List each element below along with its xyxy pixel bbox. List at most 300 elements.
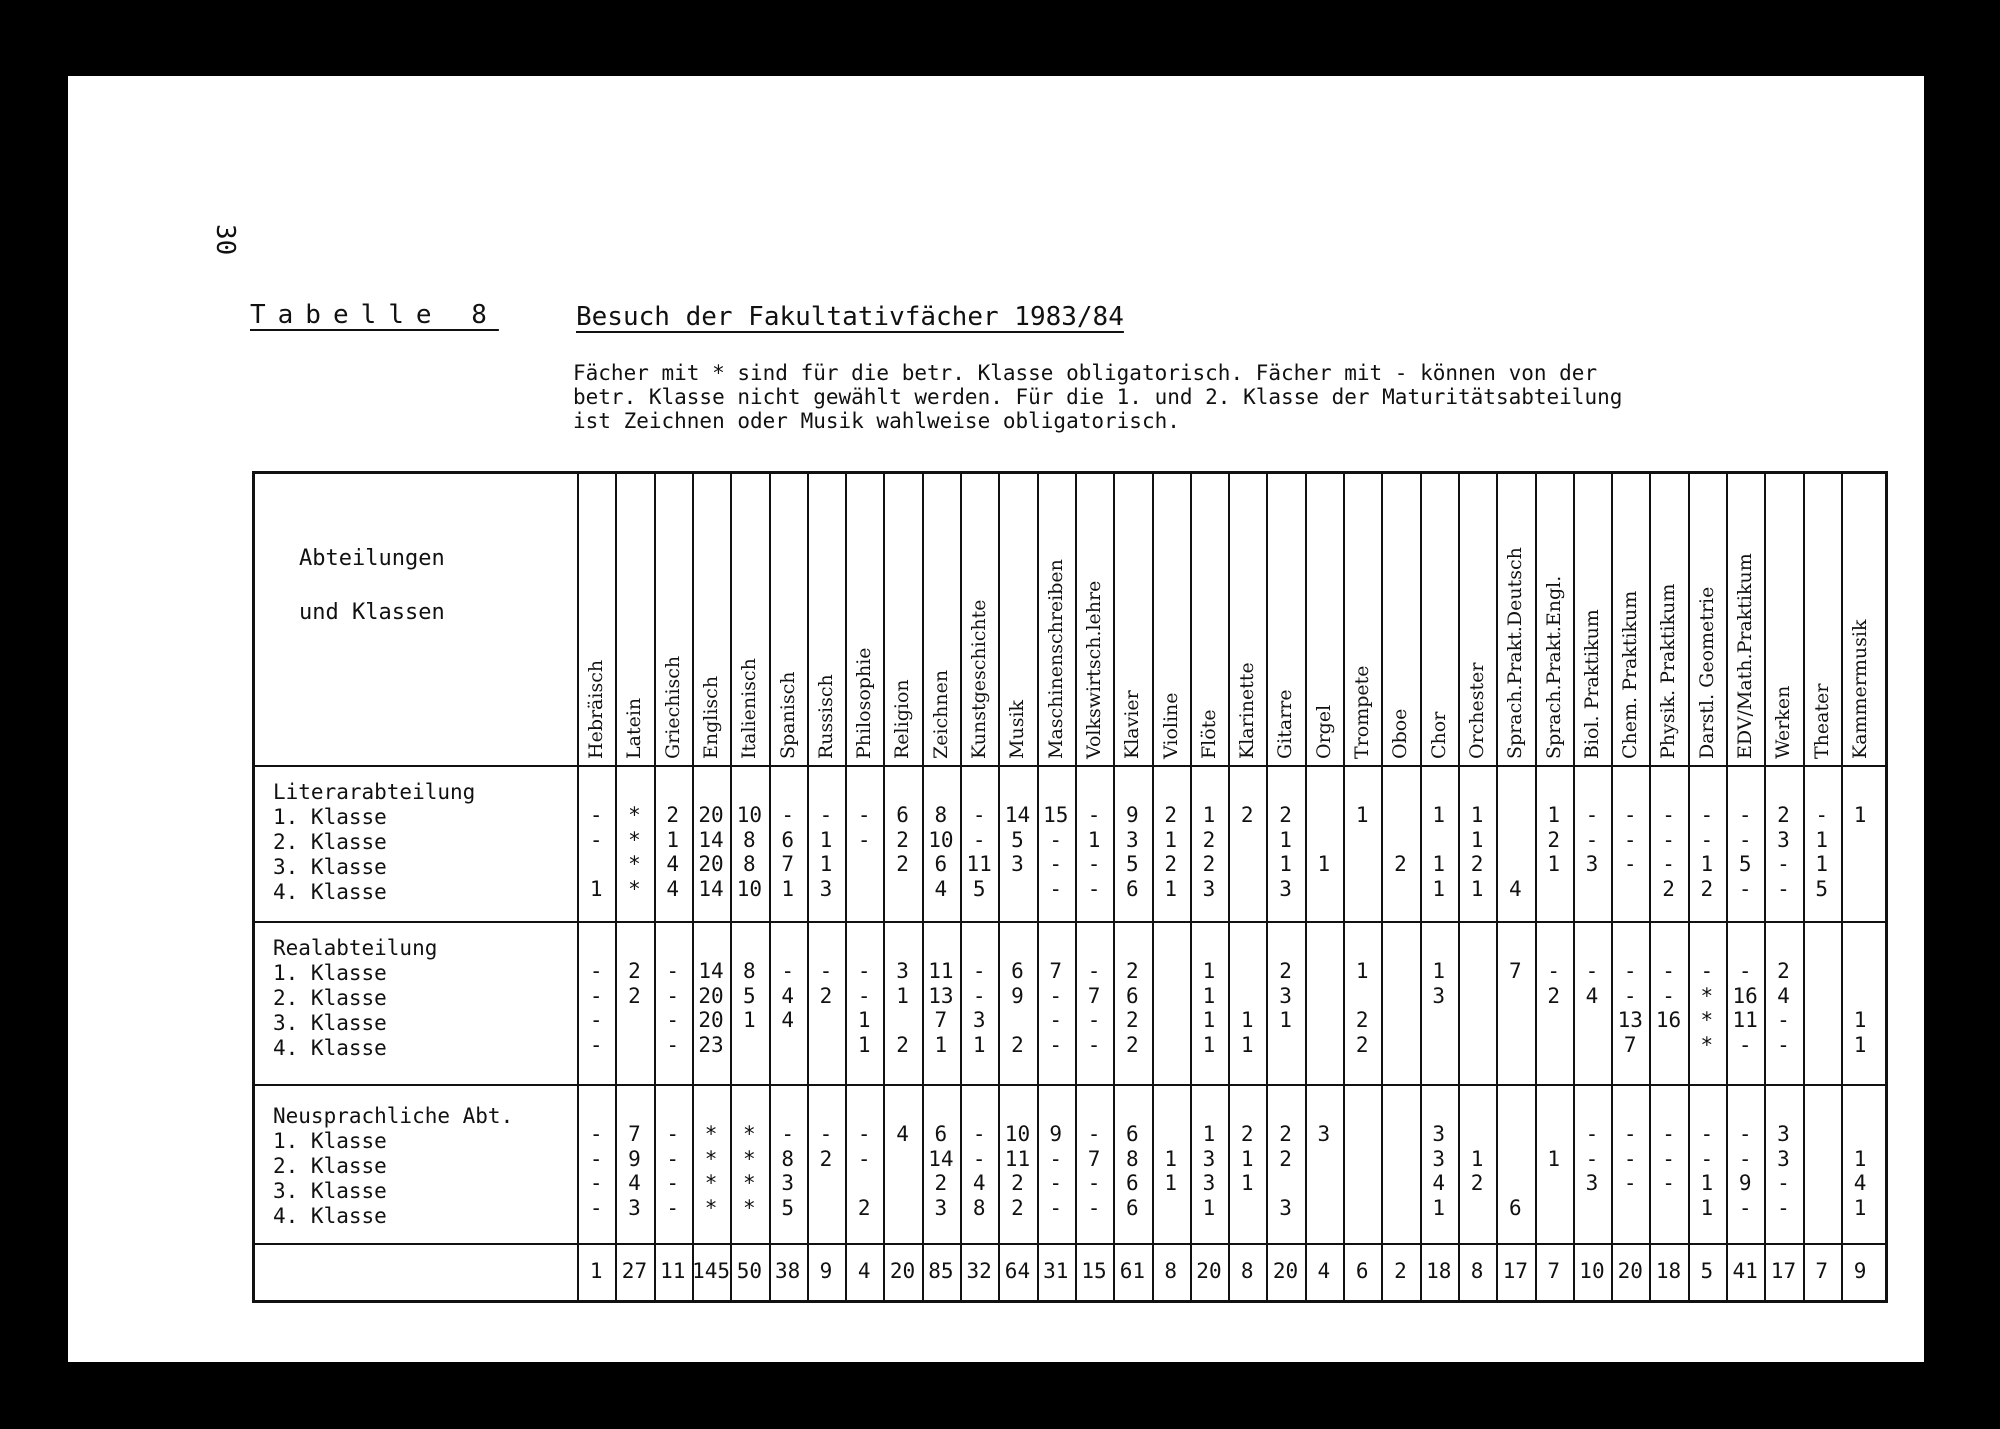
cell-value: - [857, 827, 871, 852]
cell-value [1152, 959, 1190, 984]
cell-value: 7 [1509, 959, 1522, 983]
document-page [68, 76, 1924, 1362]
cell-value [1611, 1196, 1649, 1221]
data-cell [1343, 959, 1381, 1057]
cell-value: - [1700, 1146, 1714, 1171]
cell-value: - [589, 1146, 603, 1171]
cell-value: 2 [1700, 876, 1714, 901]
cell-value [807, 1033, 845, 1058]
cell-value [1803, 1122, 1841, 1147]
cell-value [998, 1008, 1036, 1033]
cell-value: 3 [1279, 983, 1292, 1008]
data-cell [654, 803, 692, 901]
cell-value: 7 [934, 1008, 948, 1032]
cell-value [1535, 1008, 1573, 1033]
cell-value: 3 [819, 876, 833, 901]
cell-value: * [628, 803, 641, 827]
data-cell [1343, 803, 1381, 901]
cell-value: 7 [1623, 1032, 1637, 1057]
column-header-label: Trompete [1351, 665, 1373, 759]
cell-value: - [1777, 1008, 1790, 1032]
cell-value: - [1777, 1032, 1790, 1057]
cell-value [883, 1196, 921, 1221]
cell-value [1228, 959, 1266, 984]
cell-value: 3 [1126, 827, 1139, 852]
cell-value: * [743, 1122, 756, 1146]
data-cell [1841, 959, 1879, 1057]
cell-value: - [666, 1032, 680, 1057]
cell-value: * [743, 1195, 756, 1220]
cell-value: 1 [1240, 1008, 1254, 1032]
cell-value: - [1049, 1146, 1063, 1171]
cell-value: 1 [857, 1008, 871, 1032]
cell-value: 3 [781, 1171, 794, 1195]
cell-value: - [1087, 1195, 1101, 1220]
data-cell [1803, 959, 1841, 1057]
total-cell: 17 [1770, 1259, 1797, 1283]
row-divider [255, 1084, 1885, 1086]
cell-value [1573, 1033, 1611, 1058]
cell-value: 2 [1011, 1032, 1024, 1057]
cell-value [845, 877, 883, 902]
total-cell: 18 [1655, 1259, 1682, 1283]
cell-value [1458, 984, 1496, 1009]
cell-value [998, 877, 1036, 902]
cell-value: 4 [781, 1008, 794, 1032]
cell-value: - [1777, 1171, 1790, 1195]
cell-value [1496, 984, 1534, 1009]
column-header-label: Volkswirtsch.lehre [1082, 580, 1105, 759]
cell-value [1343, 1147, 1381, 1172]
data-cell [1764, 1122, 1802, 1220]
note-line: Fächer mit * sind für die betr. Klasse obligatorisch. Fächer mit - können von der [573, 361, 1598, 385]
cell-value: 4 [1585, 983, 1599, 1008]
cell-value: 1 [1202, 803, 1216, 827]
cell-value: 4 [628, 1171, 641, 1195]
data-cell [1152, 959, 1190, 1057]
cell-value [1458, 959, 1496, 984]
cell-value: 4 [666, 876, 680, 901]
data-cell [615, 1122, 653, 1220]
cell-value: 2 [1470, 852, 1484, 876]
data-cell [577, 803, 615, 901]
cell-value: 5 [1126, 852, 1139, 876]
cell-value [1649, 1196, 1687, 1221]
data-cell [1305, 1122, 1343, 1220]
data-cell [845, 959, 883, 1057]
class-label: 2. Klasse [273, 830, 387, 854]
cell-value [807, 1196, 845, 1221]
cell-value [1841, 852, 1879, 877]
class-label: 4. Klasse [273, 880, 387, 904]
cell-value: 5 [1815, 876, 1829, 901]
cell-value [807, 1171, 845, 1196]
cell-value: - [1049, 1032, 1063, 1057]
data-cell [1688, 959, 1726, 1057]
data-cell [1688, 803, 1726, 901]
data-cell [1496, 959, 1534, 1057]
cell-value: * [704, 1195, 718, 1220]
cell-value: - [819, 803, 833, 827]
cell-value [1381, 1196, 1419, 1221]
cell-value [1496, 1033, 1534, 1058]
column-header-label: Philosophie [853, 647, 876, 759]
cell-value: - [589, 959, 603, 983]
cell-value: 2 [1011, 1171, 1024, 1195]
cell-value: 8 [934, 803, 948, 827]
cell-value: 9 [1738, 1171, 1752, 1195]
cell-value: 14 [698, 876, 724, 901]
data-cell [1113, 1122, 1151, 1220]
cell-value: 4 [1777, 983, 1790, 1008]
data-cell [730, 1122, 768, 1220]
data-cell [845, 1122, 883, 1220]
column-header-label: Oboe [1389, 708, 1412, 759]
cell-value: 2 [666, 803, 680, 827]
cell-value: 8 [972, 1195, 986, 1220]
data-cell [654, 1122, 692, 1220]
cell-value: - [1623, 959, 1637, 983]
cell-value: 16 [1655, 1008, 1682, 1032]
cell-value: - [1087, 803, 1101, 827]
cell-value: 1 [781, 876, 794, 901]
cell-value: 2 [896, 1032, 909, 1057]
cell-value: 13 [928, 983, 954, 1008]
cell-value: 4 [934, 876, 948, 901]
data-cell [1381, 959, 1419, 1057]
data-cell [1458, 959, 1496, 1057]
data-cell [692, 803, 730, 901]
cell-value: - [972, 803, 986, 827]
cell-value: 8 [1126, 1146, 1139, 1171]
total-cell: 15 [1081, 1259, 1107, 1283]
total-cell: 20 [1272, 1259, 1299, 1283]
cell-value [1611, 877, 1649, 902]
cell-value [1535, 1171, 1573, 1196]
cell-value: 9 [1126, 803, 1139, 827]
cell-value [1381, 1171, 1419, 1196]
cell-value [1152, 1008, 1190, 1033]
data-cell [769, 1122, 807, 1220]
cell-value: 2 [896, 852, 909, 876]
cell-value [577, 852, 615, 877]
total-cell: 8 [1164, 1259, 1177, 1283]
cell-value: - [972, 1146, 986, 1171]
cell-value: - [781, 959, 794, 983]
total-cell: 31 [1043, 1259, 1069, 1283]
cell-value: 9 [1011, 983, 1024, 1008]
cell-value: * [704, 1171, 718, 1195]
data-cell [1075, 959, 1113, 1057]
data-cell [1305, 803, 1343, 901]
header-label-line: Abteilungen [299, 546, 445, 571]
column-header-label: Russisch [814, 674, 837, 759]
cell-value: 2 [1279, 1146, 1292, 1171]
total-cell: 27 [621, 1259, 648, 1283]
cell-value: 14 [698, 959, 724, 983]
cell-value [1381, 984, 1419, 1009]
class-label: 1. Klasse [273, 961, 387, 985]
cell-value: - [589, 1195, 603, 1220]
cell-value: 5 [743, 983, 756, 1008]
data-cell [654, 959, 692, 1057]
data-cell [1381, 803, 1419, 901]
class-label: 2. Klasse [273, 986, 387, 1010]
data-cell [998, 803, 1036, 901]
data-cell [577, 959, 615, 1057]
total-cell: 2 [1394, 1259, 1407, 1283]
cell-value: 2 [1202, 852, 1216, 876]
data-cell [1611, 959, 1649, 1057]
cell-value: - [857, 803, 871, 827]
cell-value: 10 [928, 827, 954, 852]
total-cell: 4 [857, 1259, 871, 1283]
cell-value: 8 [743, 959, 756, 983]
column-header-label: Kammermusik [1848, 619, 1871, 759]
cell-value [1841, 828, 1879, 853]
cell-value: * [628, 827, 641, 852]
data-cell [1228, 959, 1266, 1057]
cell-value: 8 [743, 852, 756, 876]
table-note [573, 361, 1773, 433]
cell-value: - [1700, 803, 1714, 827]
cell-value: - [1623, 827, 1637, 852]
data-cell [1841, 1122, 1879, 1220]
cell-value [1573, 1196, 1611, 1221]
total-cell: 85 [928, 1259, 954, 1283]
data-cell [1343, 1122, 1381, 1220]
cell-value: 3 [1202, 1171, 1216, 1195]
cell-value: 1 [1432, 876, 1446, 901]
cell-value: - [1623, 1146, 1637, 1171]
cell-value: - [857, 1146, 871, 1171]
cell-value: - [1623, 1122, 1637, 1146]
cell-value: - [666, 1171, 680, 1195]
cell-value: 1 [1202, 1008, 1216, 1032]
data-cell [1496, 803, 1534, 901]
cell-value [1343, 984, 1381, 1009]
column-header-label: Italienisch [738, 658, 761, 759]
cell-value [1381, 877, 1419, 902]
group-block [273, 780, 475, 905]
cell-value [1381, 1008, 1419, 1033]
cell-value: 1 [1470, 1146, 1484, 1171]
cell-value: 2 [934, 1171, 948, 1195]
cell-value: - [589, 1171, 603, 1195]
cell-value: 3 [1202, 876, 1216, 901]
cell-value: 20 [698, 852, 724, 876]
cell-value [1458, 1033, 1496, 1058]
cell-value: - [1700, 827, 1714, 852]
cell-value: 16 [1732, 983, 1758, 1008]
cell-value: - [1662, 803, 1675, 827]
cell-value: - [1087, 959, 1101, 983]
column-header-label: Maschinenschreiben [1044, 559, 1067, 759]
total-cell: 18 [1426, 1259, 1452, 1283]
total-cell: 20 [889, 1259, 916, 1283]
cell-value: 1 [896, 983, 909, 1008]
data-cell [1458, 803, 1496, 901]
cell-value [1803, 1008, 1841, 1033]
cell-value [1228, 852, 1266, 877]
data-cell [807, 1122, 845, 1220]
cell-value: - [589, 803, 603, 827]
data-cell [922, 1122, 960, 1220]
cell-value: - [1049, 852, 1063, 876]
cell-value: - [1585, 827, 1599, 852]
data-cell [1152, 1122, 1190, 1220]
data-cell [1152, 803, 1190, 901]
total-cell: 10 [1579, 1259, 1605, 1283]
cell-value [1803, 1196, 1841, 1221]
cell-value: 2 [1547, 827, 1560, 852]
cell-value: - [1049, 827, 1063, 852]
cell-value: 2 [1470, 1171, 1484, 1195]
cell-value [1381, 1122, 1419, 1147]
note-line: betr. Klasse nicht gewählt werden. Für die 1. und 2. Klasse der Maturitätsabteilung [573, 385, 1623, 409]
cell-value [1305, 828, 1343, 853]
cell-value: 1 [1432, 852, 1446, 876]
cell-value: - [1623, 983, 1637, 1008]
group-block [273, 936, 437, 1061]
cell-value [1381, 959, 1419, 984]
cell-value: * [704, 1146, 718, 1171]
data-cell [1228, 1122, 1266, 1220]
cell-value: 1 [1700, 1171, 1714, 1195]
data-cell [1649, 1122, 1687, 1220]
total-cell: 1 [589, 1259, 603, 1283]
cell-value [1573, 1008, 1611, 1033]
cell-value [1305, 1147, 1343, 1172]
data-cell [1305, 959, 1343, 1057]
cell-value: - [1585, 1122, 1599, 1146]
column-header-label: Spanisch [776, 671, 799, 759]
data-cell [1573, 1122, 1611, 1220]
cell-value [1266, 1171, 1304, 1196]
column-header-label: Biol. Praktikum [1580, 609, 1603, 759]
cell-value [1496, 1008, 1534, 1033]
cell-value: 7 [628, 1122, 641, 1146]
cell-value: - [857, 1122, 871, 1146]
cell-value: - [819, 1122, 833, 1146]
cell-value [1841, 984, 1879, 1009]
cell-value: 1 [1279, 1008, 1292, 1032]
cell-value: - [1738, 1122, 1752, 1146]
column-header-label: Werken [1772, 685, 1795, 759]
cell-value: 10 [1004, 1122, 1031, 1146]
cell-value: * [1700, 1008, 1714, 1032]
cell-value: 11 [966, 852, 992, 876]
cell-value: 8 [781, 1146, 794, 1171]
data-cell [1113, 803, 1151, 901]
cell-value: 7 [1087, 983, 1101, 1008]
cell-value [1343, 1196, 1381, 1221]
class-label: 3. Klasse [273, 855, 387, 879]
cell-value: 1 [1240, 1032, 1254, 1057]
cell-value: 1 [1164, 876, 1177, 901]
cell-value [1535, 1033, 1573, 1058]
cell-value: 4 [781, 983, 794, 1008]
cell-value [1535, 1122, 1573, 1147]
cell-value: 4 [666, 852, 680, 876]
cell-value: 1 [1853, 1146, 1867, 1171]
cell-value: 5 [781, 1195, 794, 1220]
column-header-label: Klavier [1121, 690, 1144, 759]
cell-value: 1 [1202, 1122, 1216, 1146]
data-cell [1075, 803, 1113, 901]
group-name: Literarabteilung [273, 780, 476, 804]
column-header-label: Violine [1159, 692, 1182, 759]
cell-value: 3 [1279, 876, 1292, 901]
cell-value [1381, 1033, 1419, 1058]
column-header-label: EDV/Math.Praktikum [1734, 553, 1756, 759]
data-cell [807, 803, 845, 901]
group-name: Realabteilung [273, 936, 438, 960]
cell-value: 2 [1126, 1032, 1139, 1057]
cell-value: 6 [1011, 959, 1024, 983]
cell-value [1841, 959, 1879, 984]
cell-value: 6 [781, 827, 794, 852]
column-header-label: Latein [623, 697, 646, 759]
cell-value: 14 [928, 1146, 954, 1171]
data-cell [1573, 803, 1611, 901]
column-header-label: Theater [1810, 683, 1833, 759]
row-divider [255, 765, 1885, 767]
cell-value: - [589, 1032, 603, 1057]
cell-value: - [1662, 1146, 1675, 1171]
cell-value: 7 [1087, 1146, 1101, 1171]
cell-value: * [628, 852, 641, 876]
cell-value: - [666, 959, 680, 983]
cell-value: 2 [857, 1195, 871, 1220]
data-cell [1764, 959, 1802, 1057]
cell-value [1496, 803, 1534, 828]
cell-value: 14 [698, 827, 724, 852]
column-header-label: Kunstgeschichte [968, 599, 990, 759]
class-label: 1. Klasse [273, 805, 387, 829]
cell-value [1228, 1196, 1266, 1221]
cell-value: 6 [896, 803, 909, 827]
cell-value [1228, 828, 1266, 853]
cell-value: - [1087, 1032, 1101, 1057]
cell-value: 1 [1164, 1146, 1177, 1171]
cell-value: 10 [736, 803, 762, 827]
cell-value: - [1738, 959, 1752, 983]
column-header-label: Gitarre [1274, 689, 1297, 759]
cell-value: 1 [1202, 1195, 1216, 1220]
cell-value: 6 [1509, 1195, 1522, 1220]
data-cell [1075, 1122, 1113, 1220]
class-label: 3. Klasse [273, 1179, 387, 1203]
cell-value [1305, 1171, 1343, 1196]
data-cell [1573, 959, 1611, 1057]
cell-value: - [1547, 959, 1560, 983]
cell-value: 14 [1004, 803, 1031, 827]
cell-value [1649, 1033, 1687, 1058]
cell-value: 6 [1126, 983, 1139, 1008]
cell-value: 6 [1126, 1122, 1139, 1146]
data-cell [1190, 803, 1228, 901]
total-cell: 145 [692, 1259, 730, 1283]
total-cell: 9 [819, 1259, 833, 1283]
cell-value: - [972, 1122, 986, 1146]
total-cell: 32 [966, 1259, 992, 1283]
cell-value: - [589, 1008, 603, 1032]
cell-value [615, 1033, 653, 1058]
cell-value: - [1087, 1122, 1101, 1146]
cell-value: 3 [1432, 1146, 1446, 1171]
cell-value: 3 [1777, 1146, 1790, 1171]
